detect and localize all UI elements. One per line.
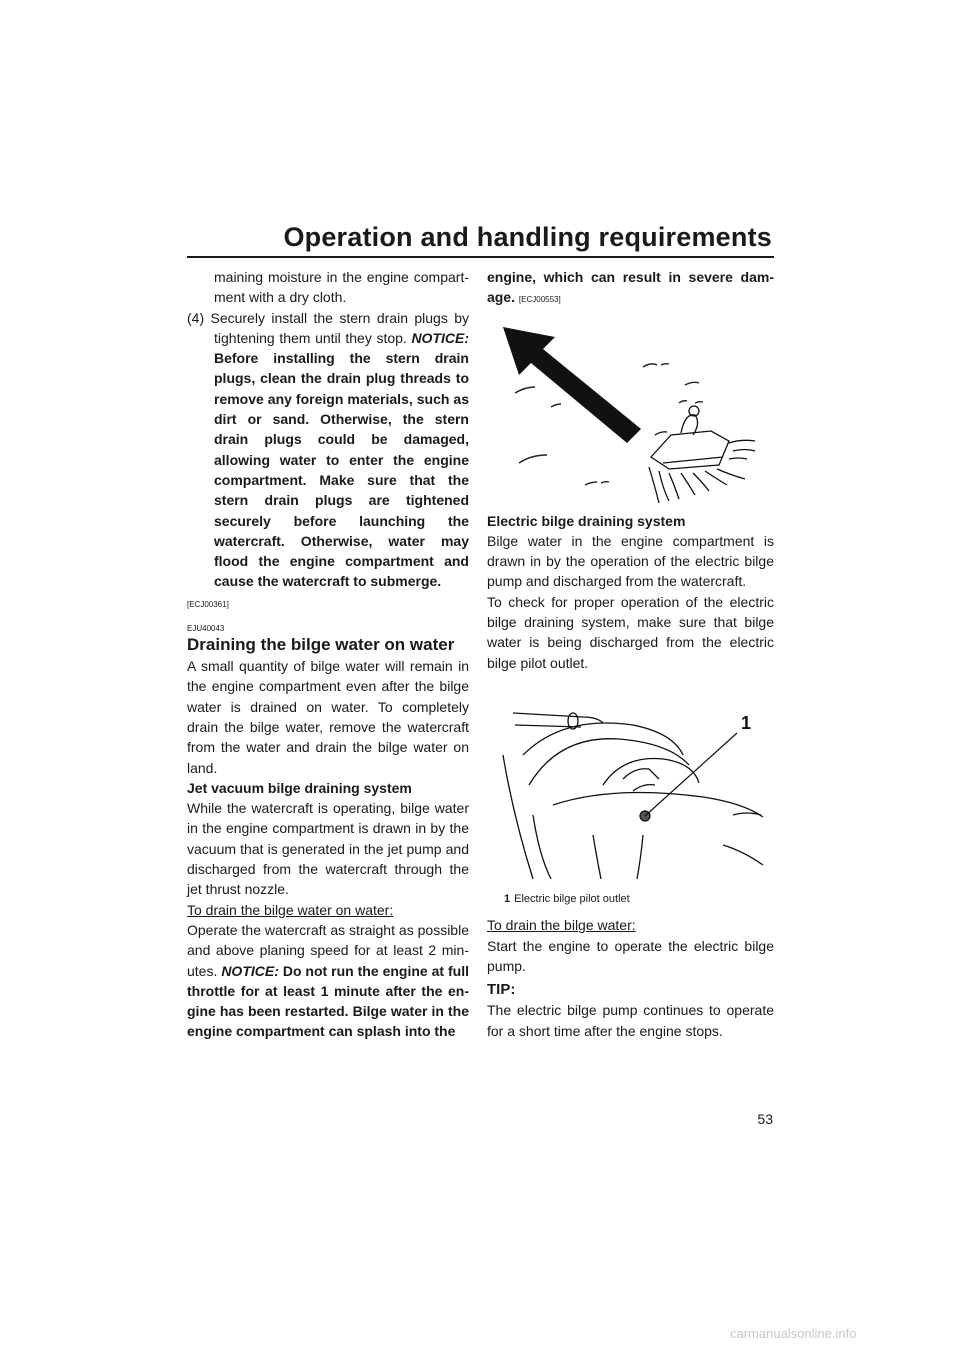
figure-caption [504, 889, 774, 909]
watermark: carmanualsonline.info [730, 1326, 857, 1341]
jet-vacuum-title: Jet vacuum bilge draining system [187, 779, 412, 796]
watercraft-stern-drawing [503, 713, 763, 879]
pilot-outlet-marker [640, 733, 737, 821]
bilge-pilot-outlet-illustration [493, 695, 773, 885]
notice-label: NOTICE: [411, 329, 469, 346]
electric-bilge-title: Electric bilge draining system [487, 512, 686, 529]
step4-text: (4) Securely install the stern drain plugs by tightening them until they stop. [187, 309, 469, 346]
right-column [487, 267, 774, 1041]
watercraft-rider [649, 406, 755, 503]
drain-heading: To drain the bilge water: [487, 917, 636, 934]
notice-continuation [487, 267, 774, 311]
page-number: 53 [757, 1111, 773, 1127]
figure-callout-number: 1 [741, 712, 752, 733]
notice-code: [ECJ00361] [187, 599, 229, 609]
drain-on-water-text: Operate the watercraft as straight as possible and above planing speed for at least 2 min-utes. [187, 921, 469, 979]
section-intro: A small quantity of bilge water will remain in the engine compartment even after the bilge water is drained on water. To completely drain the bilge water, remove the watercraft from the water and drain the bilge water on land. [187, 658, 469, 776]
notice-text: Before installing the stern drain plugs, clean the drain plug threads to remove any foreign materials, such as dirt or sand. Otherwise, the stern drain plugs could be damaged, allowing water to enter the engine compartment. Make sure that the stern drain plugs are tightened securely before launching the watercraft. Otherwise, water may flood the engine compartment and cause the watercraft to submerge. [214, 350, 469, 590]
section-title: Draining the bilge water on water [187, 635, 455, 655]
notice-label: NOTICE: [221, 962, 279, 979]
notice-continuation-text: engine, which can result in severe dam-age. [487, 269, 774, 306]
caption-number: 1 [504, 892, 511, 905]
step4-paragraph [187, 308, 469, 615]
drain-text: Start the engine to operate the electric bilge pump. [487, 937, 774, 974]
watercraft-direction-illustration [493, 317, 773, 507]
header-divider [187, 256, 774, 258]
arrow-icon [503, 327, 641, 443]
caption-text: Electric bilge pilot outlet [514, 892, 630, 905]
drain-on-water-heading: To drain the bilge water on water: [187, 901, 394, 918]
notice-text: Do not run the engine at full throttle for at least 1 minute after the en-gine has been restarted. Bilge water in the engine compartment can splash into the [187, 962, 470, 1040]
electric-bilge-text-1: Bilge water in the engine compartment is drawn in by the operation of the electric bilge pump and discharged from the watercraft. [487, 532, 774, 590]
page-title: Operation and handling requirements [283, 222, 772, 252]
section-code: EJU40043 [187, 624, 225, 634]
tip-label: TIP: [487, 981, 516, 999]
drain-on-water-paragraph [187, 920, 469, 1042]
electric-bilge-text-2: To check for proper operation of the electric bilge draining system, make sure that bilge water is being discharged from the electric bilge pilot outlet. [487, 593, 774, 671]
left-column [187, 267, 469, 1042]
jet-vacuum-text: While the watercraft is operating, bilge water in the engine compartment is drawn in by the vacuum that is generated in the jet pump and discharged from the watercraft through the jet thrust nozzle. [187, 800, 469, 898]
step3-continuation: maining moisture in the engine compart-ment with a dry cloth. [214, 269, 469, 306]
notice-code: [ECJ00553] [518, 295, 561, 305]
tip-text: The electric bilge pump continues to operate for a short time after the engine stops. [487, 1002, 774, 1039]
